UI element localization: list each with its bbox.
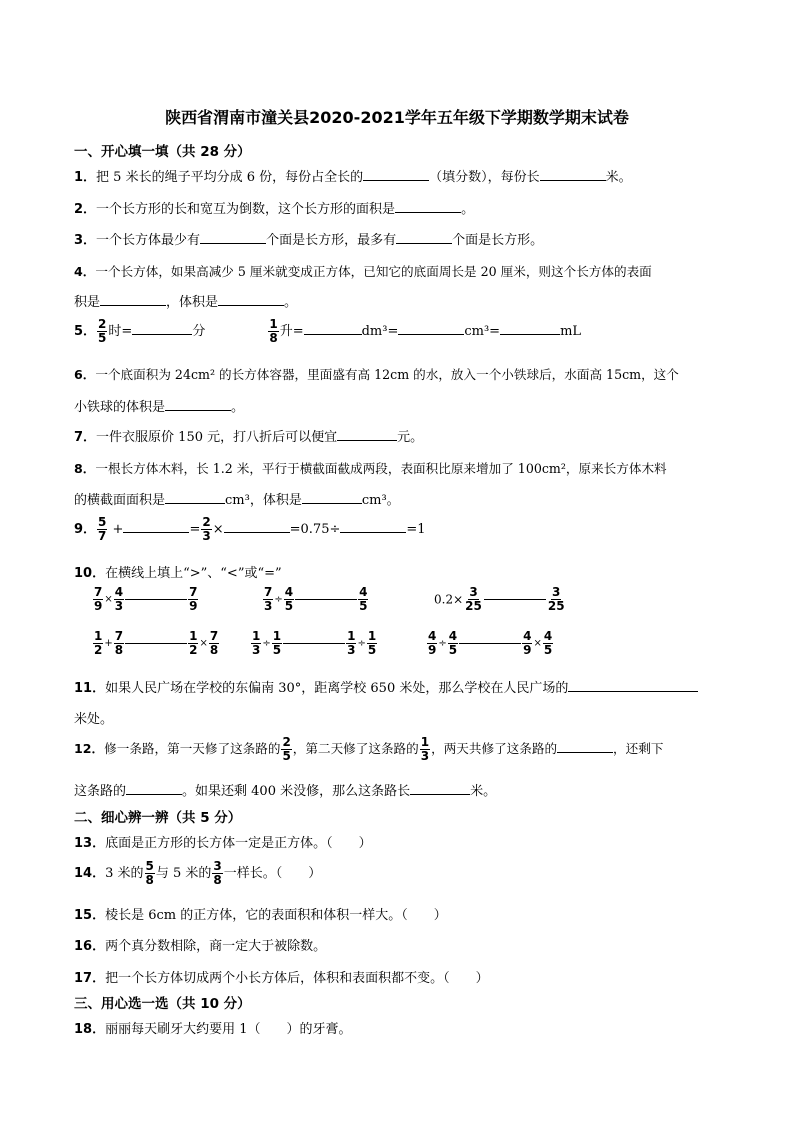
fraction: $\frac{1}{3}$ [420,735,430,763]
compare-item: $\frac{4}{9}$ ÷ $\frac{4}{5}$ $\frac{4}{9}$ × $\frac{4}{5}$ [428,629,553,657]
answer-blank[interactable] [337,428,397,441]
compare-blank[interactable] [125,599,187,600]
section-1-heading: 一、开心填一填（共 28 分） [74,144,251,160]
question-6-cont: 小铁球的体积是 。 [74,400,245,415]
answer-blank[interactable] [132,322,192,335]
question-14: 14．3 米的 $\frac{5}{8}$ 与 5 米的 $\frac{3}{8}$ 一样长。（ ） [74,859,322,887]
answer-blank[interactable] [100,293,166,306]
fraction: $\frac{5}{7}$ [98,515,107,543]
answer-blank[interactable] [396,231,452,244]
answer-blank[interactable] [218,293,284,306]
answer-blank[interactable] [304,322,362,335]
question-16: 16．两个真分数相除，商一定大于被除数。 [74,939,327,954]
question-11: 11．如果人民广场在学校的东偏南 30°，距离学校 650 米处，那么学校在人民广场的 [74,677,698,696]
compare-item: $\frac{7}{9}$ × $\frac{4}{3}$ $\frac{7}{9}$ [94,585,198,613]
fraction: $\frac{3}{8}$ [213,859,222,887]
question-5: 5． $\frac{2}{5}$ 时= 分 $\frac{1}{8}$ 升= dm³= cm³= mL [74,317,582,345]
question-15: 15．棱长是 6cm 的正方体，它的表面积和体积一样大。（ ） [74,908,447,923]
fraction: $\frac{2}{5}$ [98,317,107,345]
answer-blank[interactable] [557,740,613,753]
answer-blank[interactable] [200,231,266,244]
compare-item: $\frac{1}{2}$ + $\frac{7}{8}$ $\frac{1}{2}$ × $\frac{7}{8}$ [94,629,219,657]
answer-blank[interactable] [568,679,698,692]
question-18: 18．丽丽每天刷牙大约要用 1（ ）的牙膏。 [74,1022,352,1037]
section-2-heading: 二、细心辨一辨（共 5 分） [74,810,242,826]
fraction: $\frac{5}{8}$ [145,859,154,887]
fraction: $\frac{2}{3}$ [202,515,211,543]
compare-item: 0.2× $\frac{3}{25}$ $\frac{3}{25}$ [434,585,565,613]
question-1: 1．把 5 米长的绳子平均分成 6 份，每份占全长的 （填分数），每份长 米。 [74,170,632,185]
answer-blank[interactable] [398,322,464,335]
question-4-cont: 积是 ，体积是 。 [74,295,298,310]
question-8: 8．一根长方体木料，长 1.2 米，平行于横截面截成两段，表面积比原来增加了 100cm²，原来长方体木料 [74,461,667,476]
answer-blank[interactable] [500,322,560,335]
question-7: 7．一件衣服原价 150 元，打八折后可以便宜 元。 [74,430,424,445]
compare-blank[interactable] [295,599,357,600]
section-3-heading: 三、用心选一选（共 10 分） [74,996,251,1012]
question-12: 12．修一条路，第一天修了这条路的 $\frac{2}{5}$ ，第二天修了这条路的 $\frac{1}{3}$ ，两天共修了这条路的 ，还剩下 [74,735,664,763]
question-8-cont: 的横截面面积是 cm³，体积是 cm³。 [74,493,400,508]
answer-blank[interactable] [123,520,189,533]
compare-blank[interactable] [283,643,345,644]
compare-blank[interactable] [484,599,546,600]
question-4: 4．一个长方体，如果高减少 5 厘米就变成正方体，已知它的底面周长是 20 厘米，则这个长方体的表面 [74,264,652,279]
compare-blank[interactable] [125,643,187,644]
fraction: $\frac{1}{8}$ [269,317,278,345]
fraction: $\frac{2}{5}$ [282,735,291,763]
question-10: 10．在横线上填上“>”、“<”或“=” [74,566,282,581]
answer-blank[interactable] [340,520,406,533]
answer-blank[interactable] [540,168,606,181]
compare-blank[interactable] [459,643,521,644]
question-11-cont: 米处。 [74,712,114,727]
answer-blank[interactable] [410,782,470,795]
answer-blank[interactable] [363,168,429,181]
answer-blank[interactable] [224,520,290,533]
question-12-cont: 这条路的 。如果还剩 400 米没修，那么这条路长 米。 [74,784,497,799]
question-6: 6．一个底面积为 24cm² 的长方体容器，里面盛有高 12cm 的水，放入一个小铁球后，水面高 15cm，这个 [74,367,679,382]
question-13: 13．底面是正方形的长方体一定是正方体。（ ） [74,836,372,851]
answer-blank[interactable] [126,782,182,795]
page-title: 陕西省渭南市潼关县2020-2021学年五年级下学期数学期末试卷 [165,108,629,127]
answer-blank[interactable] [302,491,362,504]
answer-blank[interactable] [165,491,225,504]
question-9: 9． $\frac{5}{7}$ + = $\frac{2}{3}$ × =0.75÷ =1 [74,515,426,543]
answer-blank[interactable] [395,200,461,213]
question-2: 2．一个长方形的长和宽互为倒数，这个长方形的面积是 。 [74,202,475,217]
compare-item: $\frac{7}{3}$ ÷ $\frac{4}{5}$ $\frac{4}{5}$ [264,585,368,613]
question-17: 17．把一个长方体切成两个小长方体后，体积和表面积都不变。（ ） [74,971,489,986]
compare-item: $\frac{1}{3}$ ÷ $\frac{1}{5}$ $\frac{1}{3}$ ÷ $\frac{1}{5}$ [252,629,377,657]
question-3: 3．一个长方体最少有 个面是长方形，最多有 个面是长方形。 [74,233,544,248]
answer-blank[interactable] [165,398,231,411]
